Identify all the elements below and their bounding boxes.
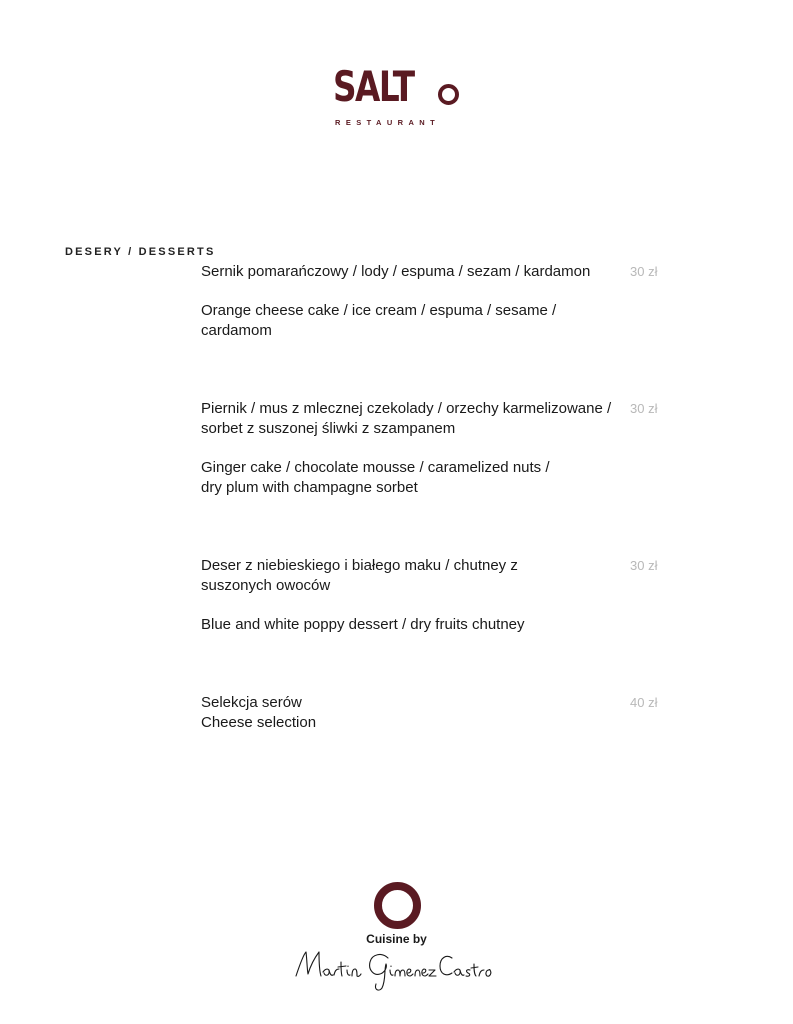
menu-item [201, 693, 661, 733]
menu-item [201, 262, 661, 341]
item-name-english: Cheese selection [201, 714, 317, 731]
item-name-english: Ginger cake / chocolate mousse / caramelized nuts / dry plum with champagne sorbet [201, 459, 550, 496]
item-price: 30 zł [630, 401, 658, 416]
menu-item [201, 556, 661, 635]
section-heading: DESERY / DESSERTS [65, 246, 216, 258]
item-price: 30 zł [630, 558, 658, 573]
logo-circle-icon [438, 84, 459, 105]
item-name-english: Blue and white poppy dessert / dry fruits chutney [201, 616, 525, 633]
item-price: 30 zł [630, 264, 658, 279]
menu-item [201, 399, 661, 498]
item-name-polish: Deser z niebieskiego i białego maku / chutney z suszonych owoców [201, 557, 518, 594]
chef-signature [290, 946, 505, 994]
item-name-polish: Piernik / mus z mlecznej czekolady / orzechy karmelizowane / sorbet z suszonej śliwki z szampanem [201, 400, 612, 437]
item-price: 40 zł [630, 695, 658, 710]
logo-subtitle: RESTAURANT [335, 118, 441, 127]
item-name-polish: Selekcja serów [201, 694, 302, 711]
chef-logo-circle-icon [374, 882, 421, 929]
item-name-polish: Sernik pomarańczowy / lody / espuma / sezam / kardamon [201, 263, 591, 280]
cuisine-by-label: Cuisine by [366, 932, 427, 946]
item-name-english: Orange cheese cake / ice cream / espuma / sesame / cardamom [201, 302, 557, 339]
restaurant-logo [333, 62, 461, 130]
logo-wordmark: SALT [333, 62, 414, 111]
